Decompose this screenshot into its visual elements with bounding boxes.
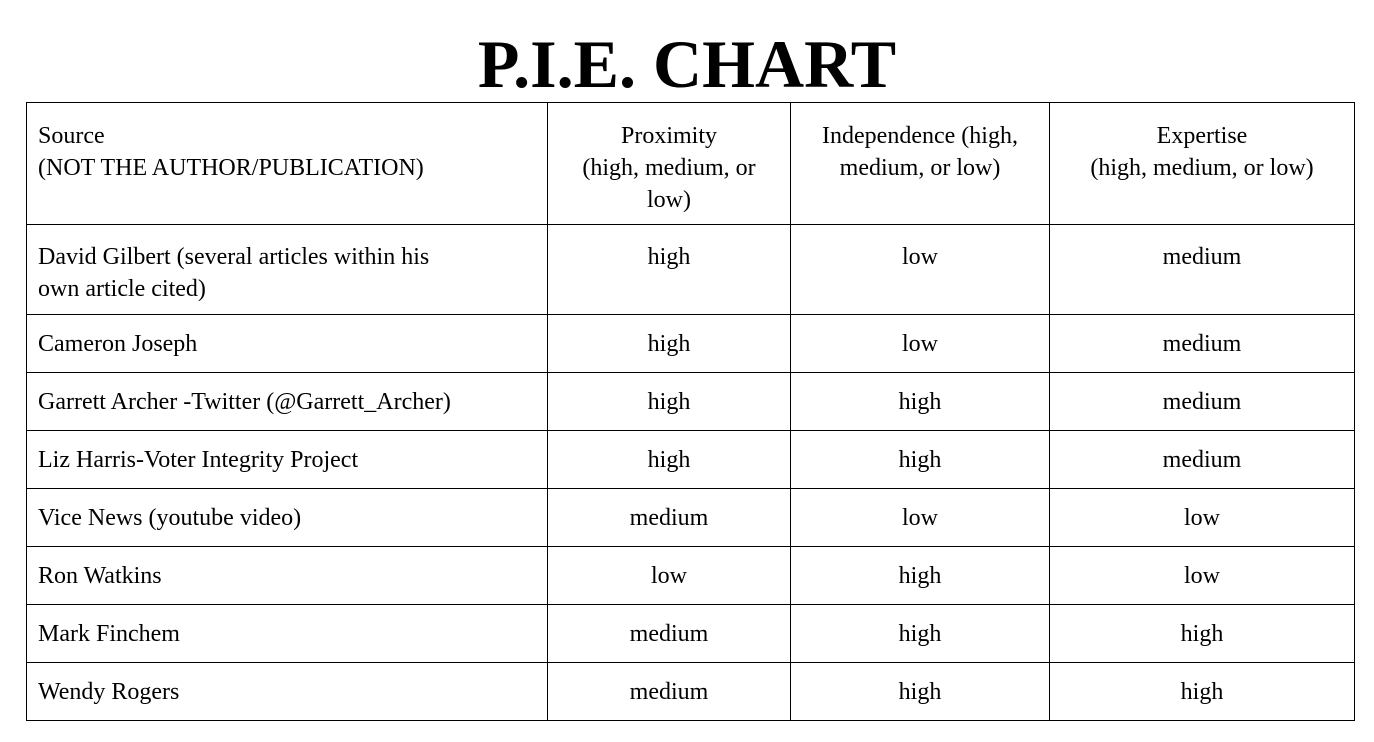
cell-proximity: medium: [548, 605, 791, 663]
cell-expertise: low: [1050, 547, 1355, 605]
header-independence: Independence (high, medium, or low): [791, 103, 1050, 225]
page-title: P.I.E. CHART: [477, 26, 897, 102]
cell-independence: high: [791, 605, 1050, 663]
cell-proximity: medium: [548, 489, 791, 547]
cell-source: Cameron Joseph: [27, 315, 548, 373]
cell-expertise: medium: [1050, 315, 1355, 373]
cell-expertise: medium: [1050, 431, 1355, 489]
cell-proximity: medium: [548, 663, 791, 721]
table-row: [27, 489, 1355, 547]
header-expertise: Expertise (high, medium, or low): [1050, 103, 1355, 225]
cell-source: Garrett Archer -Twitter (@Garrett_Archer): [27, 373, 548, 431]
cell-proximity: high: [548, 373, 791, 431]
pie-chart-table: [26, 102, 1355, 721]
cell-independence: high: [791, 373, 1050, 431]
table-row: [27, 315, 1355, 373]
header-proximity: Proximity (high, medium, or low): [548, 103, 791, 225]
cell-source: Liz Harris-Voter Integrity Project: [27, 431, 548, 489]
cell-independence: low: [791, 489, 1050, 547]
cell-expertise: medium: [1050, 373, 1355, 431]
cell-source: Wendy Rogers: [27, 663, 548, 721]
cell-expertise: high: [1050, 605, 1355, 663]
cell-proximity: high: [548, 225, 791, 315]
cell-proximity: low: [548, 547, 791, 605]
table-row: [27, 605, 1355, 663]
cell-source: David Gilbert (several articles within his own article cited): [27, 225, 548, 315]
cell-proximity: high: [548, 315, 791, 373]
cell-source: Mark Finchem: [27, 605, 548, 663]
table-row: [27, 663, 1355, 721]
cell-proximity: high: [548, 431, 791, 489]
cell-source: Ron Watkins: [27, 547, 548, 605]
cell-expertise: medium: [1050, 225, 1355, 315]
table-row: [27, 547, 1355, 605]
cell-independence: low: [791, 225, 1050, 315]
table-row: [27, 431, 1355, 489]
table-row: [27, 373, 1355, 431]
cell-independence: low: [791, 315, 1050, 373]
cell-independence: high: [791, 663, 1050, 721]
header-source: Source (NOT THE AUTHOR/PUBLICATION): [27, 103, 548, 225]
table-row: [27, 225, 1355, 315]
cell-independence: high: [791, 431, 1050, 489]
cell-source: Vice News (youtube video): [27, 489, 548, 547]
cell-independence: high: [791, 547, 1050, 605]
cell-expertise: low: [1050, 489, 1355, 547]
cell-expertise: high: [1050, 663, 1355, 721]
table-header-row: [27, 103, 1355, 225]
